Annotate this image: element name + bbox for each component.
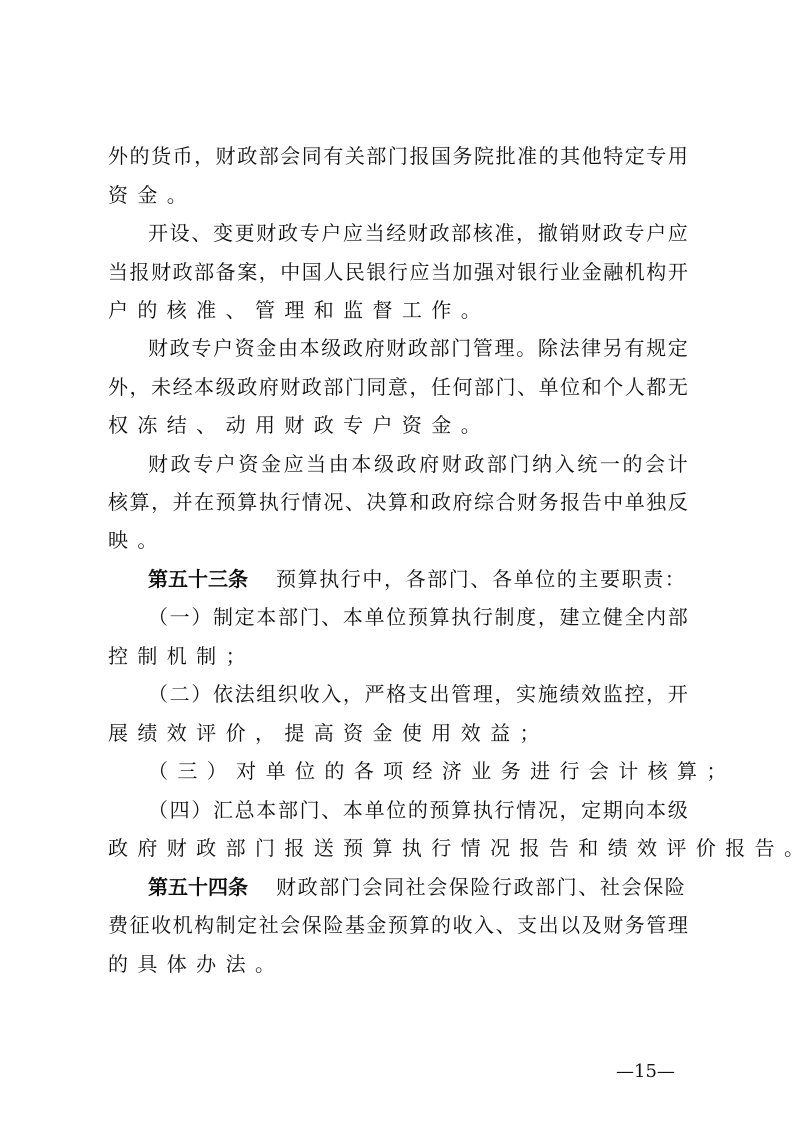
text-line: 政 府 财 政 部 门 报 送 预 算 执 行 情 况 报 告 和 绩 效 评 价 报 告 。 (108, 836, 804, 860)
text-line: （ 一 ） 制 定 本 部 门 、 本 单 位 预 算 执 行 制 度 ， 建 立 健 全 内 部 (148, 605, 688, 629)
text-line: （ 三 ） 对 单 位 的 各 项 经 济 业 务 进 行 会 计 核 算 ； (148, 759, 727, 783)
article-label: 第五十四条 (148, 875, 248, 899)
text-line: 权 冻 结 、 动 用 财 政 专 户 资 金 。 (108, 413, 481, 437)
text-line: 的 具 体 办 法 。 (108, 952, 275, 976)
text-line: 费 征 收 机 构 制 定 社 会 保 险 基 金 预 算 的 收 入 、 支 出 以 及 财 务 管 理 (108, 913, 688, 937)
text-line: 开 设 、 变 更 财 政 专 户 应 当 经 财 政 部 核 准 ， 撤 销 财 政 专 户 应 (148, 221, 688, 245)
article-heading (148, 564, 686, 594)
article-label: 第五十三条 (148, 567, 248, 591)
page-number: —15— (616, 1061, 675, 1082)
article-heading (148, 872, 686, 902)
text-line: 映 。 (108, 528, 158, 552)
text-line: （ 二 ） 依 法 组 织 收 入 ， 严 格 支 出 管 理 ， 实 施 绩 效 监 控 ， 开 (148, 682, 688, 706)
text-line: 财 政 专 户 资 金 由 本 级 政 府 财 政 部 门 管 理 。 除 法 律 另 有 规 定 (148, 336, 688, 360)
article-text: 预算执行中，各部门、各单位的主要职责： (276, 567, 687, 591)
text-line: 外 的 货 币 ， 财 政 部 会 同 有 关 部 门 报 国 务 院 批 准 的 其 他 特 定 专 用 (108, 144, 688, 168)
text-line: 核 算 ， 并 在 预 算 执 行 情 况 、 决 算 和 政 府 综 合 财 务 报 告 中 单 独 反 (108, 490, 688, 514)
text-line: 外 ， 未 经 本 级 政 府 财 政 部 门 同 意 ， 任 何 部 门 、 单 位 和 个 人 都 无 (108, 375, 688, 399)
text-line: （ 四 ） 汇 总 本 部 门 、 本 单 位 的 预 算 执 行 情 况 ， 定 期 向 本 级 (148, 798, 688, 822)
text-line: 资 金 。 (108, 183, 187, 207)
text-line: 展 绩 效 评 价 ， 提 高 资 金 使 用 效 益 ； (108, 721, 540, 745)
text-line: 当 报 财 政 部 备 案 ， 中 国 人 民 银 行 应 当 加 强 对 银 行 业 金 融 机 构 开 (108, 260, 688, 284)
text-line: 控 制 机 制 ； (108, 644, 246, 668)
article-text: 财政部门会同社会保险行政部门、社会保险 (276, 875, 687, 899)
text-line: 户 的 核 准 、 管 理 和 监 督 工 作 。 (108, 298, 481, 322)
text-line: 财 政 专 户 资 金 应 当 由 本 级 政 府 财 政 部 门 纳 入 统 一 的 会 计 (148, 452, 688, 476)
